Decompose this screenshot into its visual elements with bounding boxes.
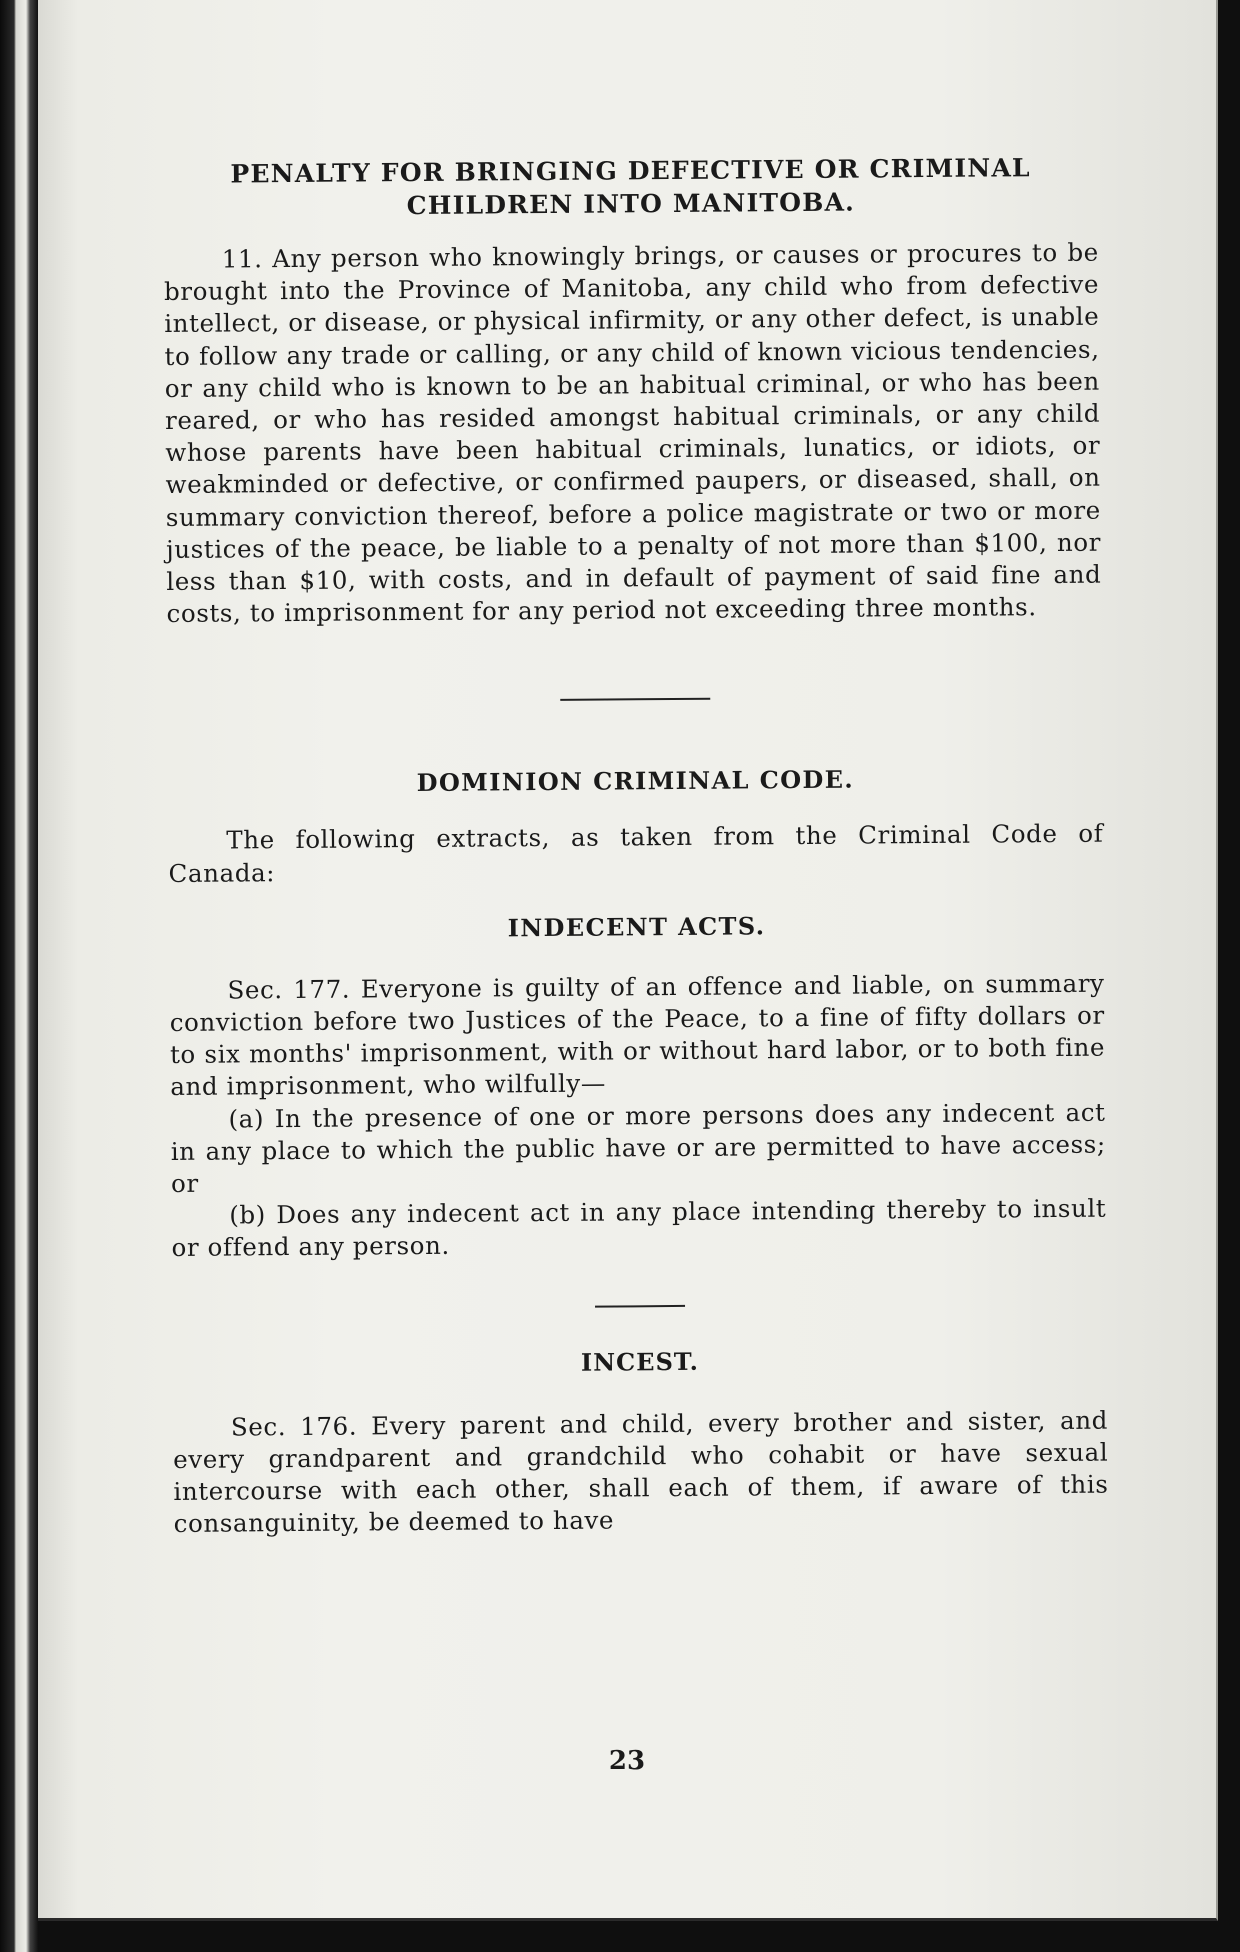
section-heading-penalty <box>163 151 1098 224</box>
paragraph-criminal-code-intro: The following extracts, as taken from the Criminal Code of Canada: <box>168 819 1104 888</box>
section-heading-criminal-code: DOMINION CRIMINAL CODE. <box>416 765 855 798</box>
section-heading-incest: INCEST. <box>580 1346 700 1377</box>
book-binding-edge <box>0 0 38 1952</box>
paragraph-sec-177: Sec. 177. Everyone is guilty of an offence and liable, on summary conviction before two Justices of the Peace, to a fine of fifty dollars or to six months' imprisonment, with or without hard labor, or to both fine and imprisonment, who wilfully— <box>169 968 1106 1102</box>
clause-a: (a) In the presence of one or more persons does any indecent act in any place to which the public have or are permitted to have access; or <box>170 1097 1106 1199</box>
page-content <box>163 151 1109 1541</box>
paragraph-sec-176: Sec. 176. Every parent and child, every brother and sister, and every grandparent and grandchild who cohabit or have sexual intercourse with each other, shall each of them, if aware of this consanguinity, be deemed to have <box>173 1405 1109 1539</box>
page-number: 23 <box>608 1746 646 1776</box>
paragraph-section-11: 11. Any person who knowingly brings, or causes or procures to be brought into the Province of Manitoba, any child who from defective intellect, or disease, or physical infirmity, or any other defect, is unable to follow any trade or calling, or any child of known vicious tendencies, or any child who is known to be an habitual criminal, or who has been reared, or who has resided amongst habitual criminals, or any child whose parents have been habitual criminals, lunatics, or idiots, or weakminded or defective, or confirmed paupers, or diseased, shall, on summary conviction thereof, before a police magistrate or two or more justices of the peace, be liable to a penalty of not more than $100, nor less than $10, with costs, and in default of payment of said fine and costs, to imprisonment for any period not exceeding three months. <box>163 237 1102 629</box>
heading-line-1: PENALTY FOR BRINGING DEFECTIVE OR CRIMINAL <box>230 153 1031 189</box>
book-page <box>38 0 1218 1921</box>
section-heading-indecent-acts: INDECENT ACTS. <box>507 911 766 943</box>
heading-line-2: CHILDREN INTO MANITOBA. <box>406 187 856 221</box>
clause-b: (b) Does any indecent act in any place intending thereby to insult or offend any person. <box>171 1193 1107 1263</box>
